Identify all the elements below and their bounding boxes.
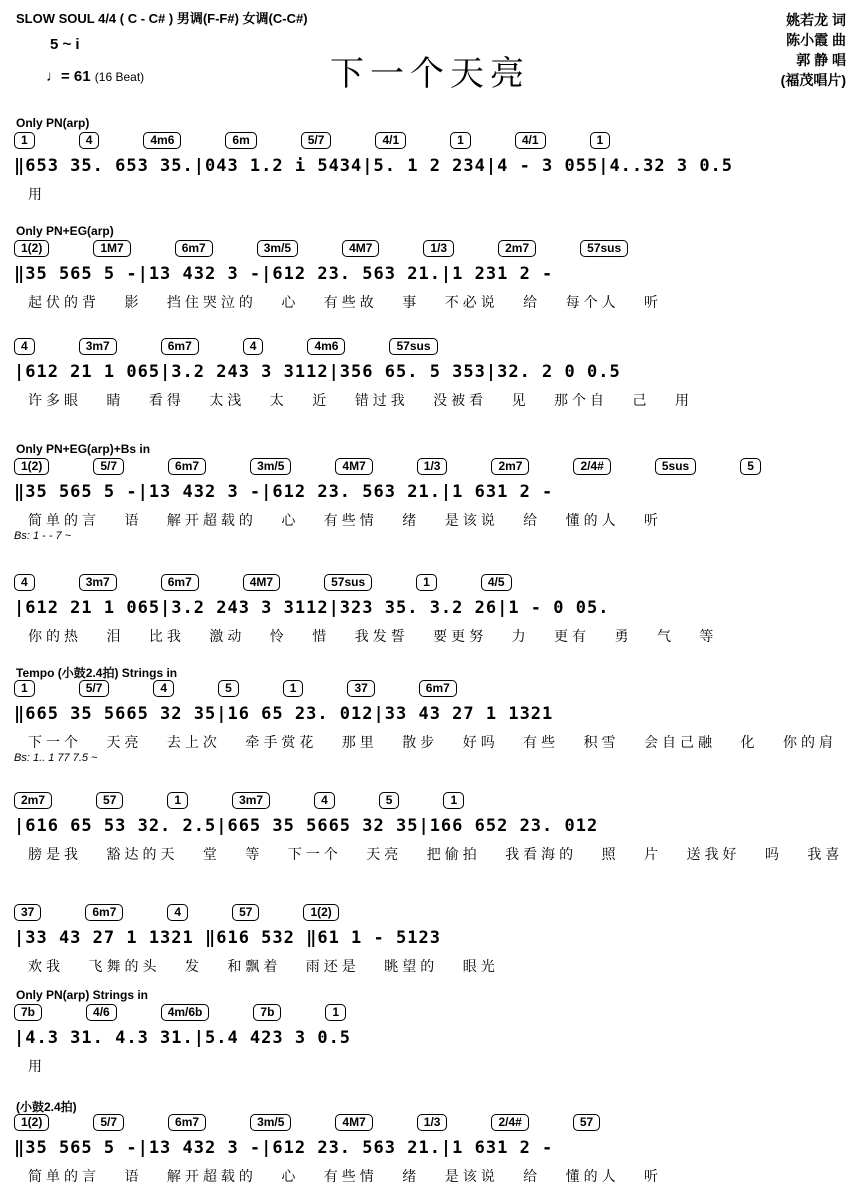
chord-box: 4 — [79, 132, 100, 149]
chord-box: 1 — [450, 132, 471, 149]
chord-row — [14, 574, 556, 591]
chord-box: 5 — [740, 458, 761, 475]
notes-row: |4.3 31. 4.3 31.|5.4 423 3 0.5 — [14, 1028, 352, 1048]
chord-box: 1/3 — [417, 458, 448, 475]
chord-box: 6m7 — [85, 904, 123, 921]
chord-box: 2m7 — [14, 792, 52, 809]
chord-row — [14, 132, 654, 149]
lyrics-row: 膀是我 豁达的天 堂 等 下一个 天亮 把偷拍 我看海的 照 片 送我好 吗 我喜 — [28, 847, 844, 863]
chord-box: 6m7 — [419, 680, 457, 697]
section-label: (小鼓2.4拍) — [16, 1100, 77, 1114]
section-label: Only PN(arp) Strings in — [16, 988, 149, 1002]
chord-box: 1 — [443, 792, 464, 809]
chord-box: 4 — [14, 574, 35, 591]
chord-box: 4M7 — [335, 458, 372, 475]
chord-box: 2m7 — [498, 240, 536, 257]
chord-box: 5/7 — [93, 458, 124, 475]
chord-box: 1 — [283, 680, 304, 697]
chord-box: 6m7 — [175, 240, 213, 257]
chord-box: 1(2) — [14, 458, 49, 475]
chord-box: 4 — [153, 680, 174, 697]
tempo-beat: (16 Beat) — [94, 70, 145, 84]
chord-box: 57 — [96, 792, 123, 809]
chord-box: 6m7 — [161, 574, 199, 591]
chord-box: 7b — [14, 1004, 42, 1021]
chord-box: 5/7 — [301, 132, 332, 149]
chord-box: 1M7 — [93, 240, 130, 257]
lyricist-credit: 姚若龙 词 — [786, 12, 846, 28]
song-title: 下一个天亮 — [330, 54, 530, 94]
chord-box: 57sus — [324, 574, 372, 591]
lyrics-row: 许多眼 睛 看得 太浅 太 近 错过我 没被看 见 那个自 己 用 — [28, 393, 693, 409]
notes-row: |612 21 1 065|3.2 243 3 3112|323 35. 3.2 26|1 - 0 05. — [14, 598, 610, 618]
chord-box: 4/1 — [375, 132, 406, 149]
credits — [781, 10, 846, 90]
chord-box: 3m7 — [79, 338, 117, 355]
chord-box: 5 — [218, 680, 239, 697]
chord-box: 1 — [416, 574, 437, 591]
chord-box: 57sus — [580, 240, 628, 257]
notes-row: ‖35 565 5 -|13 432 3 -|612 23. 563 21.|1 231 2 - — [14, 264, 554, 284]
chord-row — [14, 240, 672, 257]
chord-box: 5sus — [655, 458, 696, 475]
chord-row — [14, 904, 383, 921]
chord-box: 5 — [379, 792, 400, 809]
chord-box: 4M7 — [335, 1114, 372, 1131]
chord-box: 3m7 — [79, 574, 117, 591]
chord-box: 7b — [253, 1004, 281, 1021]
chord-box: 2/4# — [491, 1114, 528, 1131]
bass-row: Bs: 1 - - 7 ~ — [14, 530, 72, 542]
notes-row: ‖35 565 5 -|13 432 3 -|612 23. 563 21.|1 631 2 - — [14, 482, 554, 502]
chord-box: 1 — [14, 132, 35, 149]
chord-box: 4/5 — [481, 574, 512, 591]
chord-box: 2/4# — [573, 458, 610, 475]
lyrics-row: 下一个 天亮 去上次 牵手赏花 那里 散步 好吗 有些 积雪 会自己融 化 你的肩 — [28, 735, 837, 751]
chord-box: 57 — [573, 1114, 600, 1131]
chord-box: 37 — [14, 904, 41, 921]
chord-box: 1(2) — [14, 240, 49, 257]
lyrics-row: 起伏的背 影 挡住哭泣的 心 有些故 事 不必说 给 每个人 听 — [28, 295, 663, 311]
chord-row — [14, 1004, 390, 1021]
chord-row — [14, 338, 482, 355]
chord-box: 6m7 — [168, 458, 206, 475]
chord-box: 6m — [225, 132, 256, 149]
lyrics-row: 用 — [28, 187, 46, 203]
chord-box: 1(2) — [14, 1114, 49, 1131]
chord-box: 4m6 — [307, 338, 345, 355]
chord-box: 1/3 — [423, 240, 454, 257]
chord-box: 3m/5 — [257, 240, 298, 257]
tempo-value: ♩= 61 — [46, 68, 91, 85]
chord-box: 5/7 — [79, 680, 110, 697]
chord-box: 1 — [14, 680, 35, 697]
chord-box: 1 — [325, 1004, 346, 1021]
notes-row: |33 43 27 1 1321 ‖616 532 ‖61 1 - 5123 — [14, 928, 441, 948]
notes-row: |616 65 53 32. 2.5|665 35 5665 32 35|166 652 23. 012 — [14, 816, 599, 836]
vocal-range: 5 ~ i — [50, 36, 80, 53]
label-credit: (福茂唱片) — [780, 72, 846, 88]
chord-row — [14, 1114, 644, 1131]
chord-box: 57 — [232, 904, 259, 921]
chord-box: 57sus — [389, 338, 437, 355]
notes-row: ‖653 35. 653 35.|043 1.2 i 5434|5. 1 2 234|4 - 3 055|4..32 3 0.5 — [14, 156, 734, 176]
chord-box: 1(2) — [303, 904, 338, 921]
lyrics-row: 用 — [28, 1059, 46, 1075]
chord-box: 3m/5 — [250, 458, 291, 475]
chord-box: 4m/6b — [161, 1004, 210, 1021]
chord-box: 4M7 — [342, 240, 379, 257]
lyrics-row: 你的热 泪 比我 激动 怜 惜 我发誓 要更努 力 更有 勇 气 等 — [28, 629, 718, 645]
chord-row — [14, 458, 805, 475]
lyrics-row: 简单的言 语 解开超载的 心 有些情 绪 是该说 给 懂的人 听 — [28, 1169, 663, 1185]
section-label: Only PN+EG(arp)+Bs in — [16, 442, 151, 456]
chord-box: 5/7 — [93, 1114, 124, 1131]
section-label: Only PN+EG(arp) — [16, 224, 114, 238]
lyrics-row: 简单的言 语 解开超载的 心 有些情 绪 是该说 给 懂的人 听 — [28, 513, 663, 529]
chord-box: 4 — [243, 338, 264, 355]
notes-row: |612 21 1 065|3.2 243 3 3112|356 65. 5 353|32. 2 0 0.5 — [14, 362, 621, 382]
chord-box: 2m7 — [491, 458, 529, 475]
chord-box: 4/1 — [515, 132, 546, 149]
chord-box: 4 — [14, 338, 35, 355]
header-meta: SLOW SOUL 4/4 ( C - C# ) 男调(F-F#) 女调(C-C#) — [16, 11, 308, 26]
singer-credit: 郭 静 唱 — [796, 52, 846, 68]
notes-row: ‖35 565 5 -|13 432 3 -|612 23. 563 21.|1 631 2 - — [14, 1138, 554, 1158]
chord-box: 1/3 — [417, 1114, 448, 1131]
notes-row: ‖665 35 5665 32 35|16 65 23. 012|33 43 27 1 1321 — [14, 704, 554, 724]
chord-box: 3m7 — [232, 792, 270, 809]
chord-box: 37 — [347, 680, 374, 697]
chord-box: 3m/5 — [250, 1114, 291, 1131]
chord-box: 1 — [590, 132, 611, 149]
chord-box: 4 — [167, 904, 188, 921]
composer-credit: 陈小霞 曲 — [786, 32, 846, 48]
chord-row — [14, 792, 508, 809]
chord-box: 6m7 — [168, 1114, 206, 1131]
chord-box: 4/6 — [86, 1004, 117, 1021]
chord-box: 4 — [314, 792, 335, 809]
chord-box: 6m7 — [161, 338, 199, 355]
lyrics-row: 欢我 飞舞的头 发 和飘着 雨还是 眺望的 眼光 — [28, 959, 499, 975]
section-label: Only PN(arp) — [16, 116, 90, 130]
section-label: Tempo (小鼓2.4拍) Strings in — [16, 666, 178, 680]
chord-box: 4m6 — [143, 132, 181, 149]
chord-row — [14, 680, 501, 697]
chord-box: 1 — [167, 792, 188, 809]
bass-row: Bs: 1.. 1 77 7.5 ~ — [14, 752, 98, 764]
chord-box: 4M7 — [243, 574, 280, 591]
